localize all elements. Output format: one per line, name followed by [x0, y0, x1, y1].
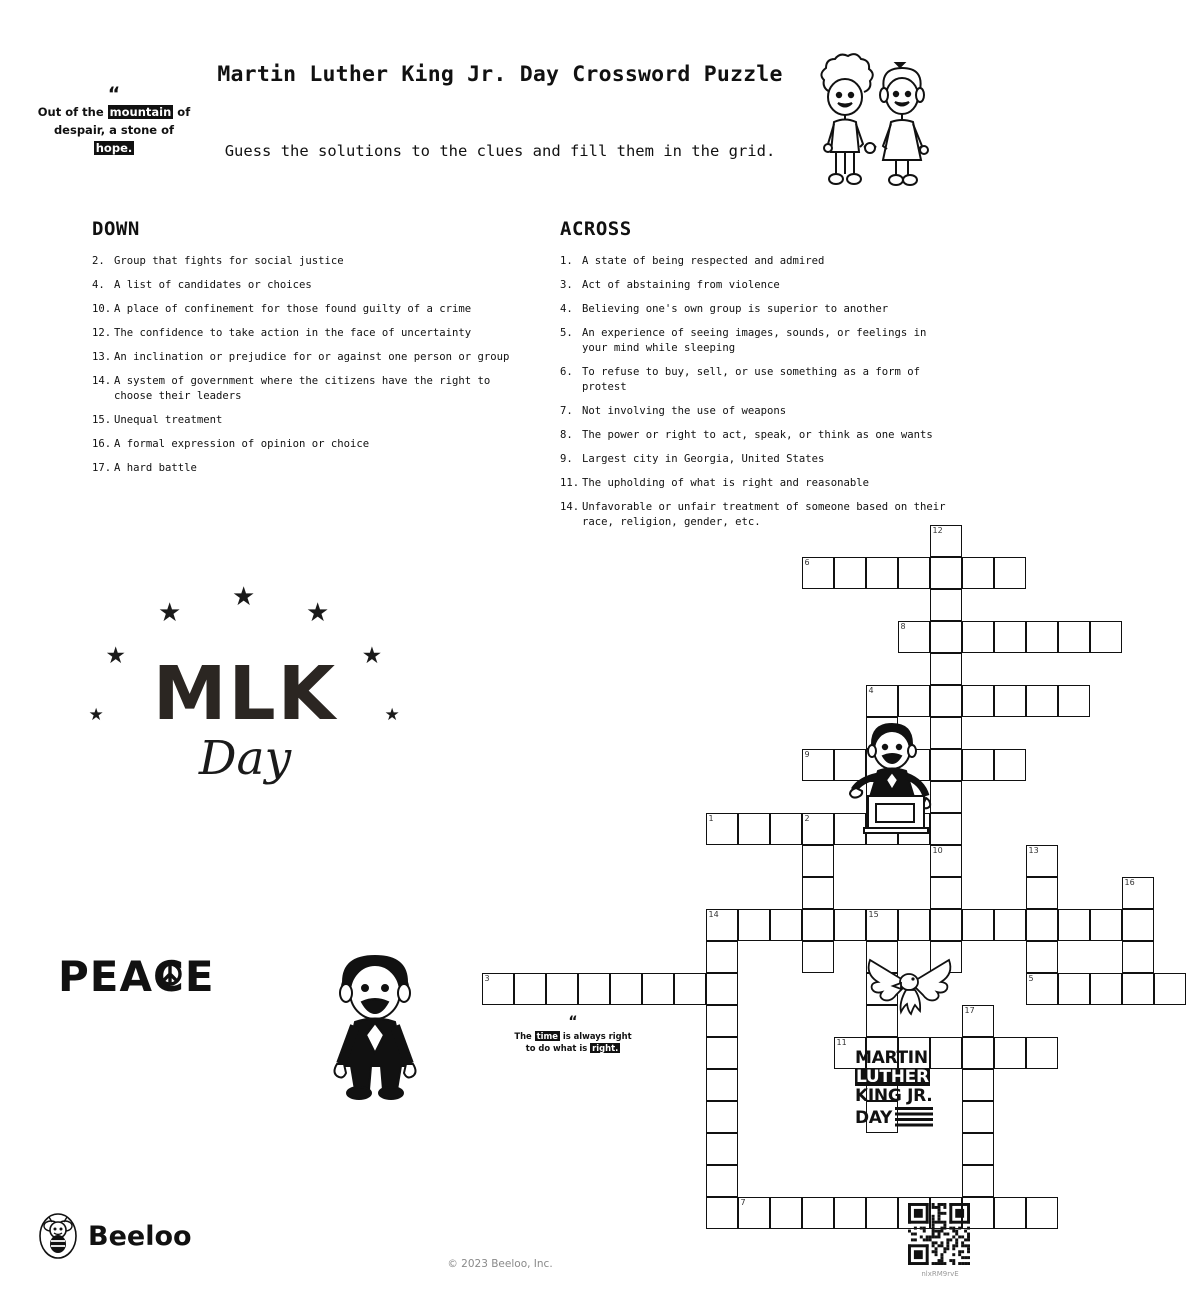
- grid-cell[interactable]: [738, 909, 770, 941]
- grid-cell-number: 11: [836, 1038, 847, 1047]
- clue-text: A formal expression of opinion or choice: [114, 438, 370, 451]
- clue-number: 2.: [92, 255, 105, 267]
- grid-cell[interactable]: [1090, 621, 1122, 653]
- clue-number: 10.: [92, 303, 112, 316]
- quote-mid-line1-post: is always right: [559, 1030, 632, 1041]
- grid-cell[interactable]: [994, 1037, 1026, 1069]
- grid-cell[interactable]: [706, 1197, 738, 1229]
- clue-text: To refuse to buy, sell, or use something as a form of protest: [582, 366, 921, 394]
- clue-text: The power or right to act, speak, or think as one wants: [582, 429, 933, 442]
- grid-cell[interactable]: [866, 1197, 898, 1229]
- clue-number: 17.: [92, 462, 112, 475]
- clue-text: A system of government where the citizens have the right to choose their leaders: [114, 375, 491, 403]
- qr-code: [908, 1203, 970, 1265]
- grid-cell-number: 4: [868, 686, 874, 695]
- grid-cell[interactable]: [930, 589, 962, 621]
- clue-text: A state of being respected and admired: [582, 255, 825, 267]
- grid-cell[interactable]: [962, 557, 994, 589]
- clue-number: 1.: [560, 255, 573, 267]
- grid-cell[interactable]: [898, 621, 930, 653]
- grid-cell[interactable]: [962, 621, 994, 653]
- grid-cell[interactable]: [802, 813, 834, 845]
- quote-top-line1-pre: Out of the: [37, 105, 108, 120]
- clue-text: A hard battle: [114, 462, 197, 475]
- grid-cell[interactable]: [1058, 685, 1090, 717]
- grid-cell[interactable]: [706, 1069, 738, 1101]
- grid-cell[interactable]: [706, 1101, 738, 1133]
- clue-text: Unfavorable or unfair treatment of someone based on their race, religion, gender, etc.: [582, 501, 946, 529]
- grid-cell[interactable]: [770, 1197, 802, 1229]
- peace-text-after: E: [184, 952, 215, 1001]
- grid-cell[interactable]: [1090, 973, 1122, 1005]
- mlk-at-podium-illustration: [848, 718, 948, 841]
- clue-number: 8.: [560, 429, 573, 442]
- grid-cell[interactable]: [930, 653, 962, 685]
- clue-number: 4.: [92, 279, 105, 292]
- grid-cell-number: 2: [804, 814, 810, 823]
- quote-top-highlight-mountain: mountain: [109, 105, 172, 120]
- grid-cell[interactable]: [1122, 909, 1154, 941]
- star-icon: ★: [88, 704, 104, 725]
- grid-cell[interactable]: [1058, 621, 1090, 653]
- grid-cell[interactable]: [898, 685, 930, 717]
- quote-mid-highlight-time: time: [536, 1030, 558, 1041]
- grid-cell-number: 17: [964, 1006, 975, 1015]
- grid-cell[interactable]: [930, 557, 962, 589]
- clue-number: 9.: [560, 453, 573, 466]
- grid-cell-number: 5: [1028, 974, 1034, 983]
- grid-cell[interactable]: [1026, 845, 1058, 877]
- grid-cell[interactable]: [1154, 973, 1186, 1005]
- clue-text: Unequal treatment: [114, 414, 223, 427]
- clue-text: The confidence to take action in the face of uncertainty: [114, 327, 472, 340]
- star-icon: ★: [232, 582, 256, 612]
- quote-top-line2: despair, a stone of: [53, 123, 175, 138]
- clue-text: Not involving the use of weapons: [582, 405, 787, 418]
- clue-number: 14.: [560, 501, 580, 514]
- grid-cell[interactable]: [930, 845, 962, 877]
- clue-text: Group that fights for social justice: [114, 255, 344, 267]
- beeloo-footer-logo: [38, 1212, 192, 1260]
- grid-cell[interactable]: [674, 973, 706, 1005]
- grid-cell[interactable]: [866, 557, 898, 589]
- grid-cell-number: 10: [932, 846, 943, 855]
- star-icon: ★: [105, 642, 126, 669]
- clue-number: 14.: [92, 375, 112, 388]
- clue-number: 12.: [92, 327, 112, 340]
- clue-text: An experience of seeing images, sounds, or feelings in your mind while sleeping: [582, 327, 927, 355]
- grid-cell-number: 6: [804, 558, 810, 567]
- grid-cell[interactable]: [962, 909, 994, 941]
- clue-number: 3.: [560, 279, 573, 292]
- grid-cell[interactable]: [1058, 973, 1090, 1005]
- grid-cell[interactable]: [738, 813, 770, 845]
- grid-cell[interactable]: [770, 909, 802, 941]
- grid-cell[interactable]: [994, 1197, 1026, 1229]
- across-heading: ACROSS: [560, 218, 632, 240]
- grid-cell[interactable]: [994, 685, 1026, 717]
- dove-illustration: [862, 952, 957, 1032]
- clue-number: 4.: [560, 303, 573, 316]
- grid-cell[interactable]: [706, 813, 738, 845]
- grid-cell-number: 16: [1124, 878, 1135, 887]
- grid-cell[interactable]: [930, 877, 962, 909]
- grid-cell[interactable]: [482, 973, 514, 1005]
- grid-cell[interactable]: [738, 1197, 770, 1229]
- quote-mid-line1-pre: The: [514, 1030, 535, 1041]
- down-heading: DOWN: [92, 218, 140, 240]
- grid-cell[interactable]: [802, 749, 834, 781]
- mlk-standing-illustration: [315, 948, 435, 1105]
- grid-cell[interactable]: [706, 1037, 738, 1069]
- grid-cell[interactable]: [962, 1101, 994, 1133]
- grid-cell[interactable]: [1026, 909, 1058, 941]
- grid-cell[interactable]: [802, 877, 834, 909]
- star-icon: ★: [361, 642, 383, 669]
- grid-cell[interactable]: [706, 973, 738, 1005]
- clue-number: 7.: [560, 405, 573, 418]
- star-icon: ★: [384, 704, 400, 725]
- quote-time-is-always-right: [508, 1014, 638, 1055]
- mlk-day-logo: [80, 582, 410, 825]
- grid-cell[interactable]: [546, 973, 578, 1005]
- grid-cell[interactable]: [866, 685, 898, 717]
- clue-text: An inclination or prejudice for or against one person or group: [114, 351, 510, 364]
- grid-cell[interactable]: [1026, 1197, 1058, 1229]
- grid-cell[interactable]: [962, 685, 994, 717]
- clue-text: The upholding of what is right and reasonable: [582, 477, 870, 490]
- grid-cell-number: 15: [868, 910, 879, 919]
- grid-cell[interactable]: [578, 973, 610, 1005]
- grid-cell-number: 12: [932, 526, 943, 535]
- grid-cell-number: 8: [900, 622, 906, 631]
- clue-number: 11.: [560, 477, 580, 490]
- grid-cell-number: 14: [708, 910, 719, 919]
- grid-cell[interactable]: [1122, 973, 1154, 1005]
- grid-cell[interactable]: [834, 909, 866, 941]
- grid-cell[interactable]: [1058, 909, 1090, 941]
- grid-cell[interactable]: [1122, 877, 1154, 909]
- copyright-text: © 2023 Beeloo, Inc.: [447, 1258, 553, 1270]
- grid-cell[interactable]: [802, 1197, 834, 1229]
- grid-cell-number: 9: [804, 750, 810, 759]
- grid-cell[interactable]: [610, 973, 642, 1005]
- grid-cell[interactable]: [1026, 621, 1058, 653]
- clue-number: 5.: [560, 327, 573, 340]
- grid-cell[interactable]: [1026, 973, 1058, 1005]
- grid-cell[interactable]: [1026, 685, 1058, 717]
- grid-cell[interactable]: [706, 1165, 738, 1197]
- usa-flag-icon: [895, 1107, 933, 1127]
- qr-code-caption: nlxRM9rvE: [921, 1270, 959, 1278]
- grid-cell[interactable]: [962, 1133, 994, 1165]
- bee-logo-icon: [38, 1212, 78, 1260]
- stamp-line-king-jr: KING JR.: [855, 1086, 933, 1106]
- grid-cell[interactable]: [898, 557, 930, 589]
- grid-cell[interactable]: [1026, 877, 1058, 909]
- grid-cell[interactable]: [1122, 941, 1154, 973]
- clue-text: Largest city in Georgia, United States: [582, 453, 825, 466]
- peace-wordmark: [58, 952, 215, 1001]
- grid-cell[interactable]: [706, 1005, 738, 1037]
- mlk-day-stamp: [855, 1050, 950, 1129]
- clue-number: 15.: [92, 414, 112, 427]
- peace-symbol-icon: [157, 961, 183, 987]
- grid-cell[interactable]: [994, 621, 1026, 653]
- grid-cell[interactable]: [802, 909, 834, 941]
- mlk-logo-text: MLK: [152, 651, 338, 737]
- grid-cell[interactable]: [994, 909, 1026, 941]
- clue-text: A place of confinement for those found guilty of a crime: [114, 303, 472, 316]
- peace-symbol-letter: C: [152, 952, 185, 1001]
- mlk-logo-day-text: Day: [198, 731, 292, 786]
- grid-cell[interactable]: [1090, 909, 1122, 941]
- quote-mark-icon: “: [107, 83, 121, 105]
- grid-cell[interactable]: [514, 973, 546, 1005]
- grid-cell[interactable]: [706, 909, 738, 941]
- stamp-line-martin: MARTIN: [855, 1048, 928, 1068]
- grid-cell[interactable]: [770, 813, 802, 845]
- clue-number: 6.: [560, 366, 573, 379]
- grid-cell[interactable]: [962, 1069, 994, 1101]
- grid-cell[interactable]: [898, 909, 930, 941]
- grid-cell[interactable]: [1026, 941, 1058, 973]
- quote-mark-icon: “: [568, 1014, 578, 1030]
- quote-top-line1-post: of: [173, 105, 191, 120]
- grid-cell[interactable]: [930, 685, 962, 717]
- grid-cell[interactable]: [834, 557, 866, 589]
- grid-cell[interactable]: [706, 941, 738, 973]
- quote-mid-highlight-right: right.: [592, 1043, 619, 1054]
- beeloo-brand-text: Beeloo: [88, 1220, 192, 1252]
- grid-cell[interactable]: [866, 909, 898, 941]
- grid-cell[interactable]: [962, 1037, 994, 1069]
- clue-number: 16.: [92, 438, 112, 451]
- grid-cell-number: 7: [740, 1198, 746, 1207]
- grid-cell[interactable]: [994, 749, 1026, 781]
- grid-cell-number: 3: [484, 974, 490, 983]
- grid-cell-number: 1: [708, 814, 714, 823]
- grid-cell[interactable]: [930, 525, 962, 557]
- grid-cell[interactable]: [802, 557, 834, 589]
- instructions-text: Guess the solutions to the clues and fill them in the grid.: [224, 142, 776, 160]
- clue-text: A list of candidates or choices: [114, 279, 312, 292]
- star-icon: ★: [306, 597, 330, 628]
- stamp-line-day: DAY: [855, 1108, 893, 1128]
- grid-cell[interactable]: [930, 909, 962, 941]
- grid-cell[interactable]: [962, 1165, 994, 1197]
- grid-cell[interactable]: [1026, 1037, 1058, 1069]
- grid-cell[interactable]: [962, 749, 994, 781]
- grid-cell[interactable]: [642, 973, 674, 1005]
- page-title: Martin Luther King Jr. Day Crossword Puzzle: [217, 62, 783, 87]
- grid-cell[interactable]: [802, 845, 834, 877]
- grid-cell[interactable]: [994, 557, 1026, 589]
- quote-top-highlight-hope: hope.: [95, 140, 133, 155]
- grid-cell-number: 13: [1028, 846, 1039, 855]
- grid-cell[interactable]: [930, 621, 962, 653]
- clue-text: Believing one's own group is superior to another: [582, 303, 889, 316]
- grid-cell[interactable]: [962, 1005, 994, 1037]
- stamp-line-luther: LUTHER: [856, 1067, 929, 1087]
- clue-number: 13.: [92, 351, 112, 364]
- grid-cell[interactable]: [834, 1197, 866, 1229]
- star-icon: ★: [158, 597, 182, 628]
- grid-cell[interactable]: [802, 941, 834, 973]
- grid-cell[interactable]: [706, 1133, 738, 1165]
- peace-text-before: PEA: [58, 952, 153, 1001]
- clue-text: Act of abstaining from violence: [582, 279, 780, 292]
- quote-mid-line2-pre: to do what is: [525, 1043, 591, 1054]
